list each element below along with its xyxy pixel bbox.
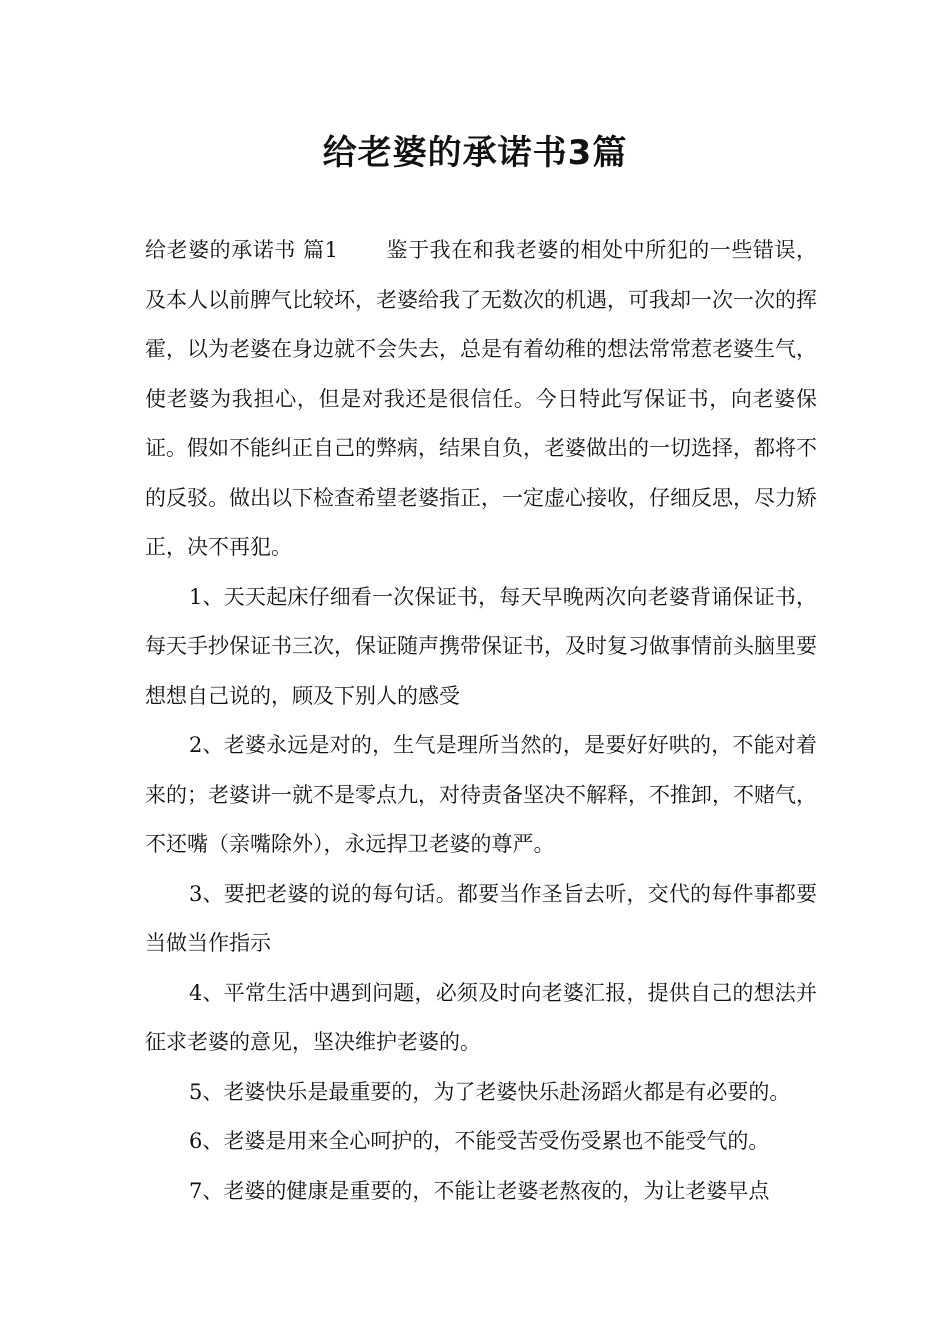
- list-item: 6、老婆是用来全心呵护的，不能受苦受伤受累也不能受气的。: [189, 1129, 770, 1153]
- intro-text: 鉴于我在和我老婆的相处中所犯的一些错误，及本人以前脾气比较坏，老婆给我了无数次的机遇，可我却一次一次的挥霍，以为老婆在身边就不会失去，总是有着幼稚的想法常常惹老婆生气，使老婆为我担心，但是对我还是很信任。今日特此写保证书，向老婆保证。假如不能纠正自己的弊病，结果自负，老婆做出的一切选择，都将不的反驳。做出以下检查希望老婆指正，一定虚心接收，仔细反思，尽力矫正，决不再犯。: [145, 238, 818, 559]
- document-title: 给老婆的承诺书3篇: [322, 133, 628, 173]
- list-item: 7、老婆的健康是重要的，不能让老婆老熬夜的，为让老婆早点: [189, 1178, 770, 1203]
- list-item: 3、要把老婆的说的每句话。都要当作圣旨去听，交代的每件事都要当做当作指示: [145, 881, 817, 955]
- list-item: 4、平常生活中遇到问题，必须及时向老婆汇报，提供自己的想法并征求老婆的意见，坚决维护老婆的。: [145, 980, 817, 1054]
- list-item: 5、老婆快乐是最重要的，为了老婆快乐赴汤蹈火都是有必要的。: [189, 1079, 791, 1104]
- list-item: 2、老婆永远是对的，生气是理所当然的，是要好好哄的，不能对着来的；老婆讲一就不是零点九，对待责备坚决不解释，不推卸，不赌气，不还嘴（亲嘴除外），永远捍卫老婆的尊严。: [145, 733, 817, 856]
- intro-paragraph: [145, 226, 817, 573]
- list-item: 1、天天起床仔细看一次保证书，每天早晚两次向老婆背诵保证书，每天手抄保证书三次，保证随声携带保证书，及时复习做事情前头脑里要想想自己说的，顾及下别人的感受: [145, 584, 817, 708]
- section-label: 给老婆的承诺书 篇1: [145, 238, 338, 262]
- document-body: [145, 226, 817, 1216]
